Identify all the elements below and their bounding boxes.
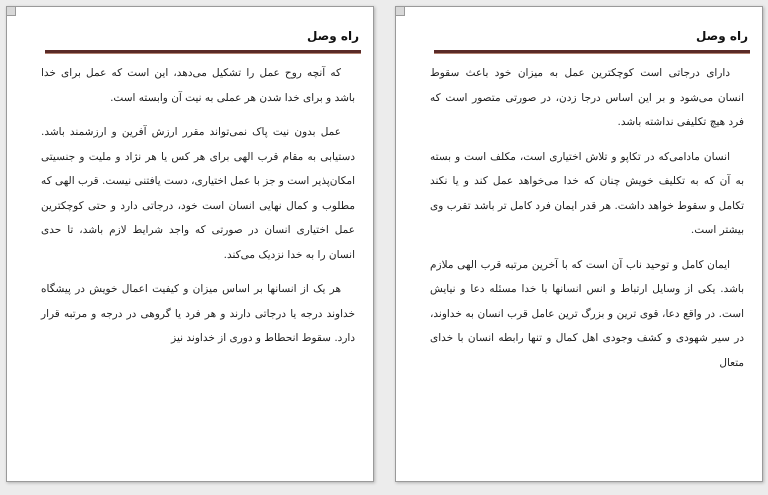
page-header-title: راه وصل bbox=[306, 29, 359, 43]
paragraph: ایمان کامل و توحید ناب آن است که با آخرین مرتبه قرب الهی ملازم باشد. یکی از وسایل ارتباط و انس انسانها با خدا مسئله دعا و نیایش است. در واقع دعا، قوی ترین و بزرگ ترین عامل قرب انسان به خداوند، در سیر شهودی و کشف وجودی اهل کمال و تنها رابطه انسان با خدای متعال bbox=[430, 258, 744, 369]
document-page-right bbox=[395, 6, 763, 482]
page-header-title: راه وصل bbox=[695, 29, 748, 43]
paragraph: عمل بدون نیت پاک نمی‌تواند مقرر ارزش آفرین و ارزشمند باشد. دستیابی به مقام قرب الهی برای هر کس یا هر نژاد و ملیت و جنسیتی امکان‌پذیر است و جز با عمل اختیاری، دست یافتنی نیست. قرب الهی که مطلوب و کمال نهایی انسان است خود، درجاتی دارد و حتی کوچکترین عمل اختیاری انسان در صورتی که واجد شرایط لازم باشد، تا حدی انسان را به خدا نزدیک می‌کند. bbox=[40, 126, 355, 261]
page-body bbox=[41, 61, 355, 361]
page-body bbox=[430, 61, 744, 385]
paragraph: انسان مادامی‌که در تکاپو و تلاش اختیاری است، مکلف است و بسته به آن که به تکلیف خویش چنان که خدا می‌خواهد عمل کند و یا نکند تکامل و سقوط خواهد داشت. هر قدر ایمان فرد کامل تر باشد تقرب وی بیشتر است. bbox=[430, 150, 744, 236]
paragraph: هر یک از انسانها بر اساس میزان و کیفیت اعمال خویش در پیشگاه خداوند درجه یا درجاتی دارند و هر فرد یا گروهی در درجه و مرتبه قرار دارد. سقوط انحطاط و دوری از خداوند نیز bbox=[41, 283, 355, 344]
document-page-left bbox=[6, 6, 374, 482]
paragraph: که آنچه روح عمل را تشکیل می‌دهد، این است که عمل برای خدا باشد و برای خدا شدن هر عملی به نیت آن وابسته است. bbox=[41, 67, 355, 104]
page-corner-fold bbox=[396, 7, 405, 16]
paragraph: دارای درجاتی است کوچکترین عمل به میزان خود باعث سقوط انسان می‌شود و بر این اساس درجا زدن، در صورتی متصور است که فرد هیچ تکلیفی نداشته باشد. bbox=[430, 67, 744, 128]
header-divider bbox=[45, 50, 361, 54]
header-divider bbox=[434, 50, 750, 54]
page-corner-fold bbox=[7, 7, 16, 16]
